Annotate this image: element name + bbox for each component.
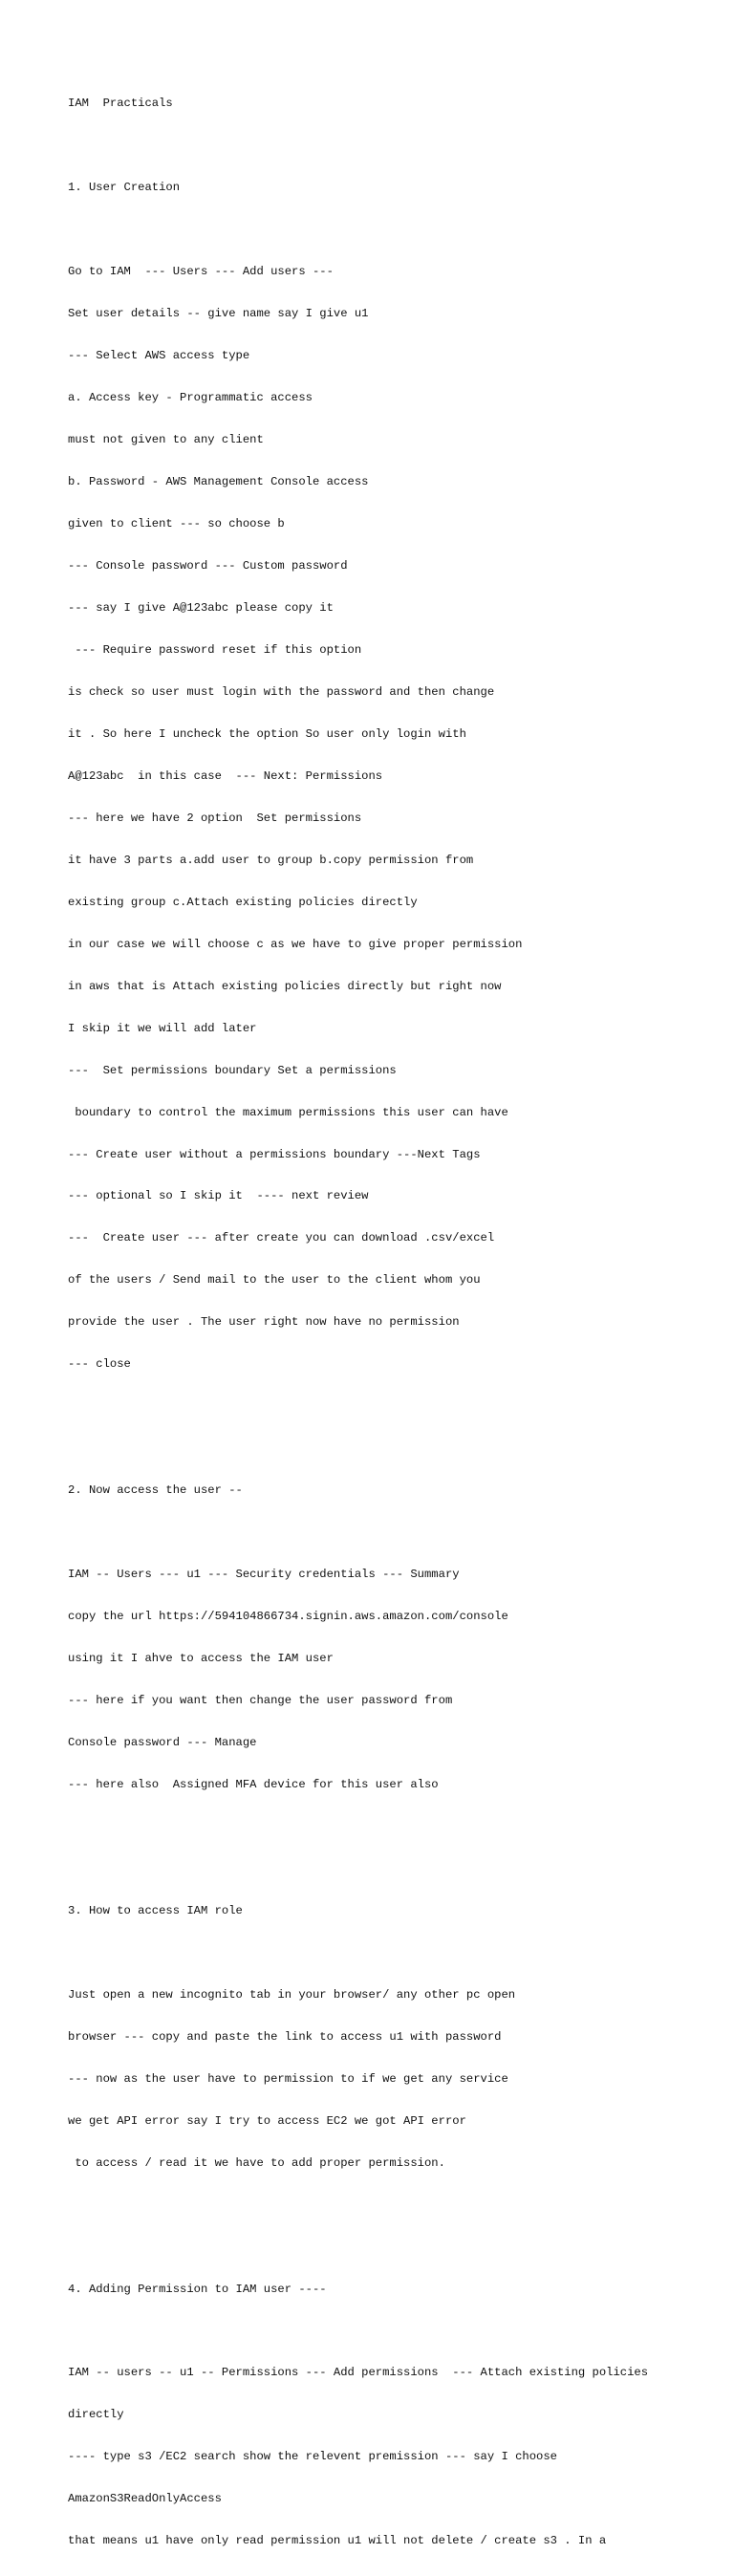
text-line: [68, 139, 708, 153]
text-line: IAM -- users -- u1 -- Permissions --- Add permissions --- Attach existing policies: [68, 2366, 649, 2380]
text-line: --- say I give A@123abc please copy it: [68, 600, 334, 615]
text-line: AmazonS3ReadOnlyAccess: [68, 2492, 222, 2506]
text-line: [68, 1441, 708, 1456]
text-line: IAM -- Users --- u1 --- Security credentials --- Summary: [68, 1568, 460, 1582]
text-line: Go to IAM --- Users --- Add users ---: [68, 265, 334, 279]
section-heading: 4. Adding Permission to IAM user ----: [68, 2282, 327, 2296]
text-line: Console password --- Manage: [68, 1736, 257, 1750]
text-line: A@123abc in this case --- Next: Permissions: [68, 768, 383, 783]
text-line: b. Password - AWS Management Console access: [68, 475, 369, 488]
section-heading: 1. User Creation: [68, 181, 181, 195]
text-line: it have 3 parts a.add user to group b.copy permission from: [68, 853, 474, 867]
text-line: that means u1 have only read permission u1 will not delete / create s3 . In a: [68, 2534, 607, 2548]
text-line: [68, 2240, 708, 2255]
text-line: existing group c.Attach existing policies directly: [68, 895, 418, 909]
text-line: Set user details -- give name say I give u1: [68, 307, 369, 321]
text-line: --- here if you want then change the user password from: [68, 1694, 453, 1708]
section-heading: 3. How to access IAM role: [68, 1903, 243, 1917]
document-text: [68, 69, 708, 2576]
text-line: in our case we will choose c as we have to give proper permission: [68, 937, 523, 951]
text-line: copy the url https://594104866734.signin.aws.amazon.com/console: [68, 1610, 508, 1624]
text-line: --- Select AWS access type: [68, 349, 250, 363]
text-line: using it I ahve to access the IAM user: [68, 1652, 334, 1666]
text-line: ---- type s3 /EC2 search show the relevent premission --- say I choose: [68, 2450, 557, 2464]
text-line: --- Create user --- after create you can download .csv/excel: [68, 1231, 495, 1245]
text-line: must not given to any client: [68, 433, 264, 447]
text-line: [68, 1862, 708, 1876]
text-line: [68, 1946, 708, 1960]
text-line: [68, 223, 708, 237]
text-line: we get API error say I try to access EC2 we got API error: [68, 2113, 466, 2128]
text-line: I skip it we will add later: [68, 1021, 257, 1035]
text-line: browser --- copy and paste the link to access u1 with password: [68, 2029, 502, 2044]
text-line: --- here we have 2 option Set permissions: [68, 811, 362, 825]
text-line: --- Console password --- Custom password: [68, 558, 348, 573]
text-line: --- Require password reset if this option: [68, 642, 362, 657]
text-line: --- here also Assigned MFA device for this user also: [68, 1777, 439, 1791]
text-line: --- now as the user have to permission to if we get any service: [68, 2071, 508, 2086]
text-line: to access / read it we have to add proper permission.: [68, 2155, 445, 2170]
text-line: [68, 1399, 708, 1414]
text-line: [68, 1820, 708, 1834]
text-line: [68, 2198, 708, 2213]
text-line: provide the user . The user right now have no permission: [68, 1315, 460, 1330]
text-line: [68, 1526, 708, 1540]
text-line: given to client --- so choose b: [68, 516, 285, 530]
text-line: directly: [68, 2408, 124, 2422]
text-line: Just open a new incognito tab in your browser/ any other pc open: [68, 1987, 516, 2002]
text-line: --- Set permissions boundary Set a permissions: [68, 1063, 397, 1077]
text-line: of the users / Send mail to the user to the client whom you: [68, 1273, 481, 1288]
text-line: is check so user must login with the password and then change: [68, 684, 495, 699]
text-line: --- Create user without a permissions boundary ---Next Tags: [68, 1147, 481, 1161]
doc-title: IAM Practicals: [68, 97, 173, 111]
text-line: --- optional so I skip it ---- next review: [68, 1189, 369, 1203]
text-line: --- close: [68, 1357, 131, 1372]
section-heading: 2. Now access the user --: [68, 1483, 243, 1498]
text-line: in aws that is Attach existing policies directly but right now: [68, 979, 502, 993]
text-line: it . So here I uncheck the option So user only login with: [68, 726, 466, 741]
text-line: a. Access key - Programmatic access: [68, 391, 313, 405]
text-line: boundary to control the maximum permissions this user can have: [68, 1105, 508, 1119]
text-line: [68, 2325, 708, 2339]
